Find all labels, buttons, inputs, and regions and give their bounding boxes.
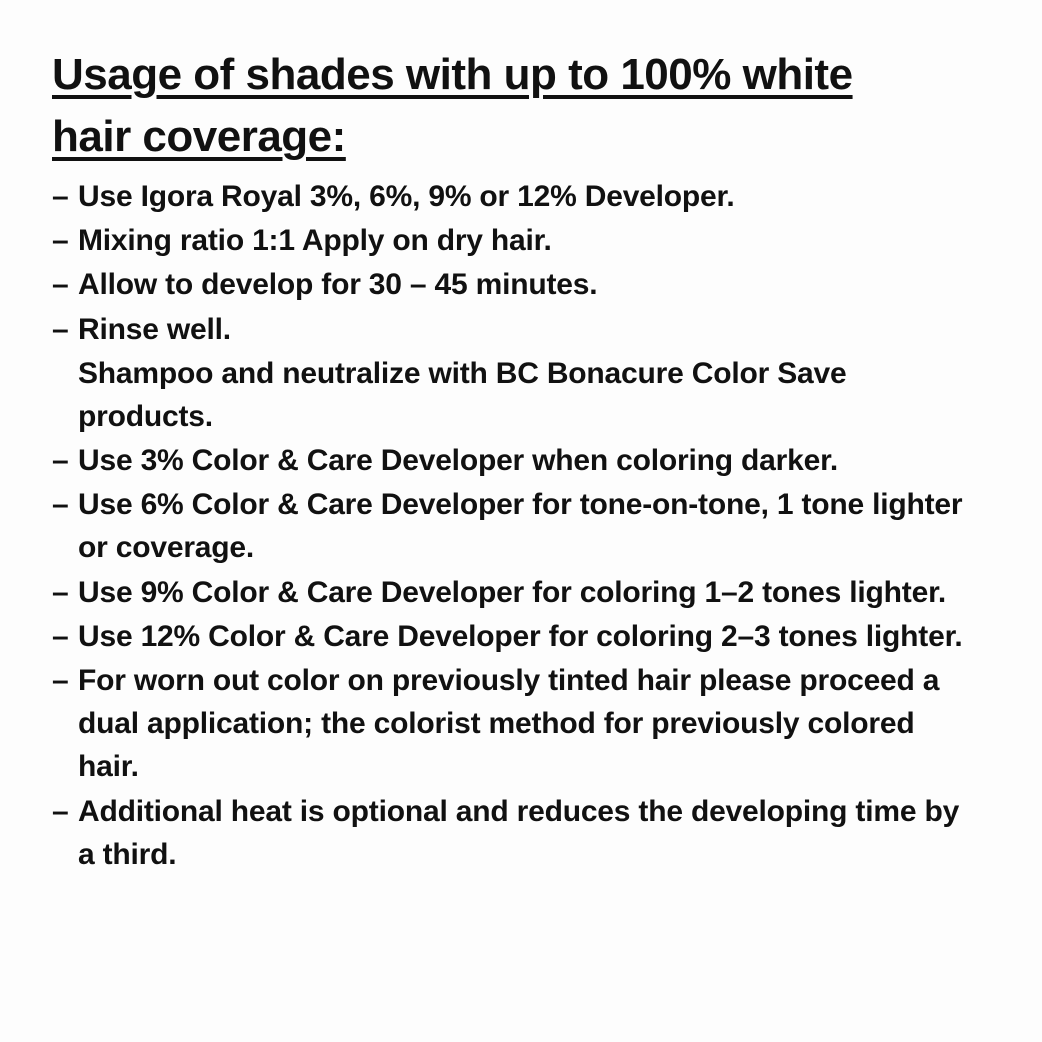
list-item [52, 263, 990, 306]
list-item [52, 659, 990, 789]
bullet-dash: – [52, 444, 69, 478]
list-item [52, 439, 990, 482]
list-item-text: Allow to develop for 30 – 45 minutes. [78, 268, 598, 302]
list-item-text: Additional heat is optional and reduces the developing time by a third. [78, 794, 960, 871]
list-item-text: Use 3% Color & Care Developer when coloring darker. [78, 444, 839, 478]
list-item [52, 219, 990, 262]
bullet-dash: – [52, 312, 69, 346]
list-item-continuation [52, 352, 990, 438]
list-item-text: Rinse well. [78, 312, 231, 346]
bullet-dash: – [52, 179, 69, 213]
list-item [52, 483, 990, 569]
list-item-text: Use Igora Royal 3%, 6%, 9% or 12% Developer. [78, 179, 735, 213]
bullet-dash: – [52, 619, 69, 653]
list-item [52, 571, 990, 614]
list-item [52, 615, 990, 658]
list-item-text: Mixing ratio 1:1 Apply on dry hair. [78, 224, 552, 258]
list-item [52, 790, 990, 876]
instruction-list [52, 175, 990, 876]
list-item-text: Shampoo and neutralize with BC Bonacure Color Save products. [78, 356, 847, 433]
page-title: Usage of shades with up to 100% white hair coverage: [52, 50, 853, 162]
list-item [52, 308, 990, 351]
bullet-dash: – [52, 224, 69, 258]
bullet-dash: – [52, 664, 69, 697]
list-item-text: Use 6% Color & Care Developer for tone-on-tone, 1 tone lighter or coverage. [78, 488, 963, 565]
bullet-dash: – [52, 794, 69, 828]
bullet-dash: – [52, 488, 69, 522]
list-item [52, 175, 990, 218]
list-item-text: Use 9% Color & Care Developer for coloring 1–2 tones lighter. [78, 575, 947, 609]
bullet-dash: – [52, 575, 69, 609]
list-item-text: For worn out color on previously tinted hair please proceed a dual application; the colorist method for previously colored hair. [78, 664, 940, 784]
list-item-text: Use 12% Color & Care Developer for coloring 2–3 tones lighter. [78, 619, 963, 653]
bullet-dash: – [52, 268, 69, 302]
